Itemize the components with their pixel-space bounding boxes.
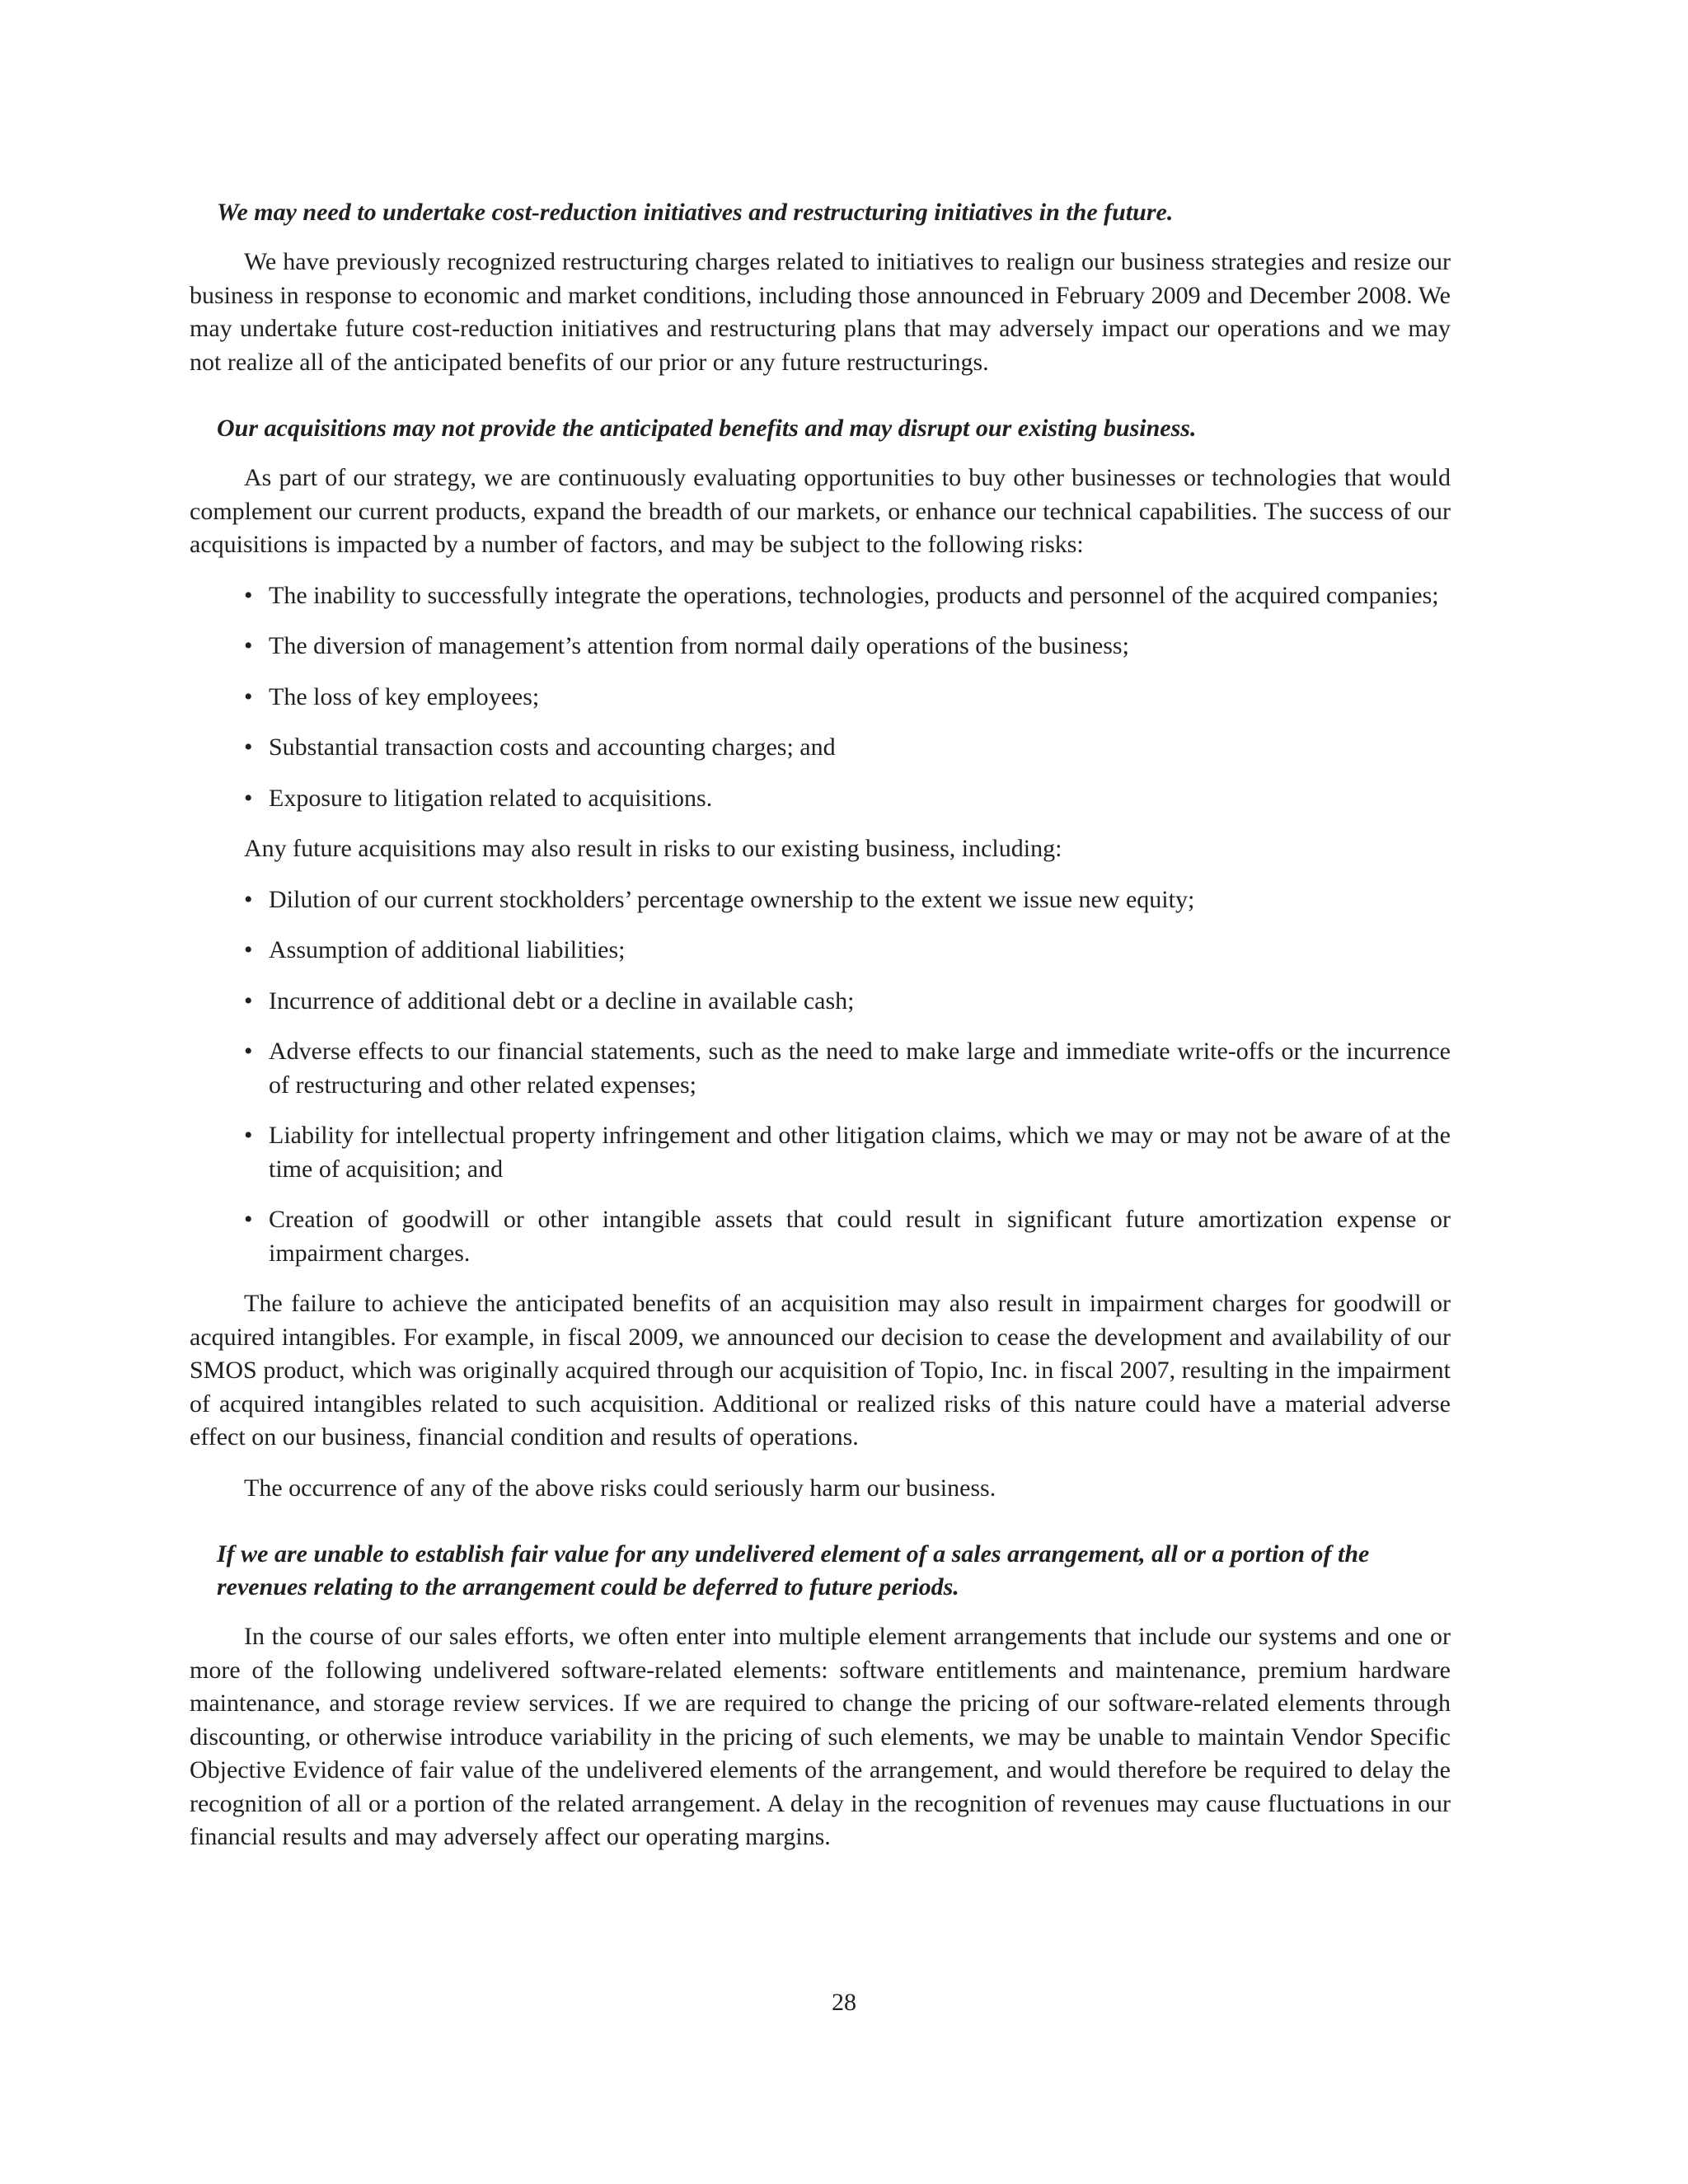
paragraph-future-acquisitions: Any future acquisitions may also result in risks to our existing business, including: [244,835,1062,862]
list-item [190,782,1451,816]
list-item [190,1203,1451,1270]
list-item-text: Assumption of additional liabilities; [269,936,626,963]
list-item [190,1035,1451,1102]
list-item-text: Substantial transaction costs and accounting charges; and [269,733,836,761]
list-item [190,681,1451,715]
bullet-icon: • [244,632,253,659]
section-heading-restructuring: We may need to undertake cost-reduction initiatives and restructuring initiatives in the future. [217,199,1174,226]
paragraph-restructuring: We have previously recognized restructuring charges related to initiatives to realign our business strategies and resize our business in response to economic and market conditions, including those announced in February 2009 and December 2008. We may undertake future cost-reduction initiatives and restructuring plans that may adversely impact our operations and we may not realize all of the anticipated benefits of our prior or any future restructurings. [190,248,1451,376]
list-item [190,731,1451,765]
bullet-icon: • [244,1122,253,1149]
section-heading-fair-value: If we are unable to establish fair value for any undelivered element of a sales arrangement, all or a portion of the revenues relating to the arrangement could be deferred to future periods. [217,1540,1370,1601]
bullet-icon: • [244,581,253,609]
bullet-icon: • [244,733,253,761]
paragraph-impairment: The failure to achieve the anticipated benefits of an acquisition may also result in impairment charges for goodwill or acquired intangibles. For example, in fiscal 2009, we announced our decision to cease the development and availability of our SMOS product, which was originally acquired through our acquisition of Topio, Inc. in fiscal 2007, resulting in the impairment of acquired intangibles related to such acquisition. Additional or realized risks of this nature could have a material adverse effect on our business, financial condition and results of operations. [190,1290,1451,1451]
list-item [190,579,1451,613]
list-item-text: Incurrence of additional debt or a decline in available cash; [269,987,855,1015]
list-item-text: Exposure to litigation related to acquisitions. [269,784,713,812]
list-item-text: Dilution of our current stockholders’ percentage ownership to the extent we issue new equity; [269,885,1195,913]
bullet-icon: • [244,936,253,963]
acquisition-risks-list [190,579,1451,816]
document-page [190,196,1451,1872]
list-item-text: Creation of goodwill or other intangible assets that could result in significant future amortization expense or impairment charges. [269,1206,1451,1267]
bullet-icon: • [244,784,253,812]
bullet-icon: • [244,885,253,913]
bullet-icon: • [244,1038,253,1065]
list-item-text: Adverse effects to our financial statements, such as the need to make large and immediate write-offs or the incurrence of restructuring and other related expenses; [269,1038,1451,1099]
list-item-text: The loss of key employees; [269,682,540,710]
list-item-text: The diversion of management’s attention from normal daily operations of the business; [269,632,1129,659]
list-item [190,934,1451,968]
list-item [190,985,1451,1019]
paragraph-acquisitions-intro: As part of our strategy, we are continuously evaluating opportunities to buy other businesses or technologies that would complement our current products, expand the breadth of our markets, or enhance our technical capabilities. The success of our acquisitions is impacted by a number of factors, and may be subject to the following risks: [190,464,1451,558]
future-acquisition-risks-list [190,883,1451,1271]
bullet-icon: • [244,682,253,710]
bullet-icon: • [244,987,253,1015]
list-item-text: Liability for intellectual property infringement and other litigation claims, which we may or may not be aware of at the time of acquisition; and [269,1122,1451,1183]
list-item [190,883,1451,917]
paragraph-occurrence: The occurrence of any of the above risks could seriously harm our business. [244,1474,996,1502]
list-item [190,1119,1451,1186]
bullet-icon: • [244,1206,253,1233]
paragraph-fair-value: In the course of our sales efforts, we often enter into multiple element arrangements that include our systems and one or more of the following undelivered software-related elements: software entitlements and maintenance, premium hardware maintenance, and storage review services. If we are required to change the pricing of our software-related elements through discounting, or otherwise introduce variability in the pricing of such elements, we may be unable to maintain Vendor Specific Objective Evidence of fair value of the undelivered elements of the arrangement, and would therefore be required to delay the recognition of all or a portion of the related arrangement. A delay in the recognition of revenues may cause fluctuations in our financial results and may adversely affect our operating margins. [190,1623,1451,1850]
list-item [190,630,1451,663]
section-heading-acquisitions: Our acquisitions may not provide the anticipated benefits and may disrupt our existing business. [217,415,1197,442]
page-number: 28 [832,1989,856,2016]
list-item-text: The inability to successfully integrate the operations, technologies, products and personnel of the acquired companies; [269,581,1439,609]
